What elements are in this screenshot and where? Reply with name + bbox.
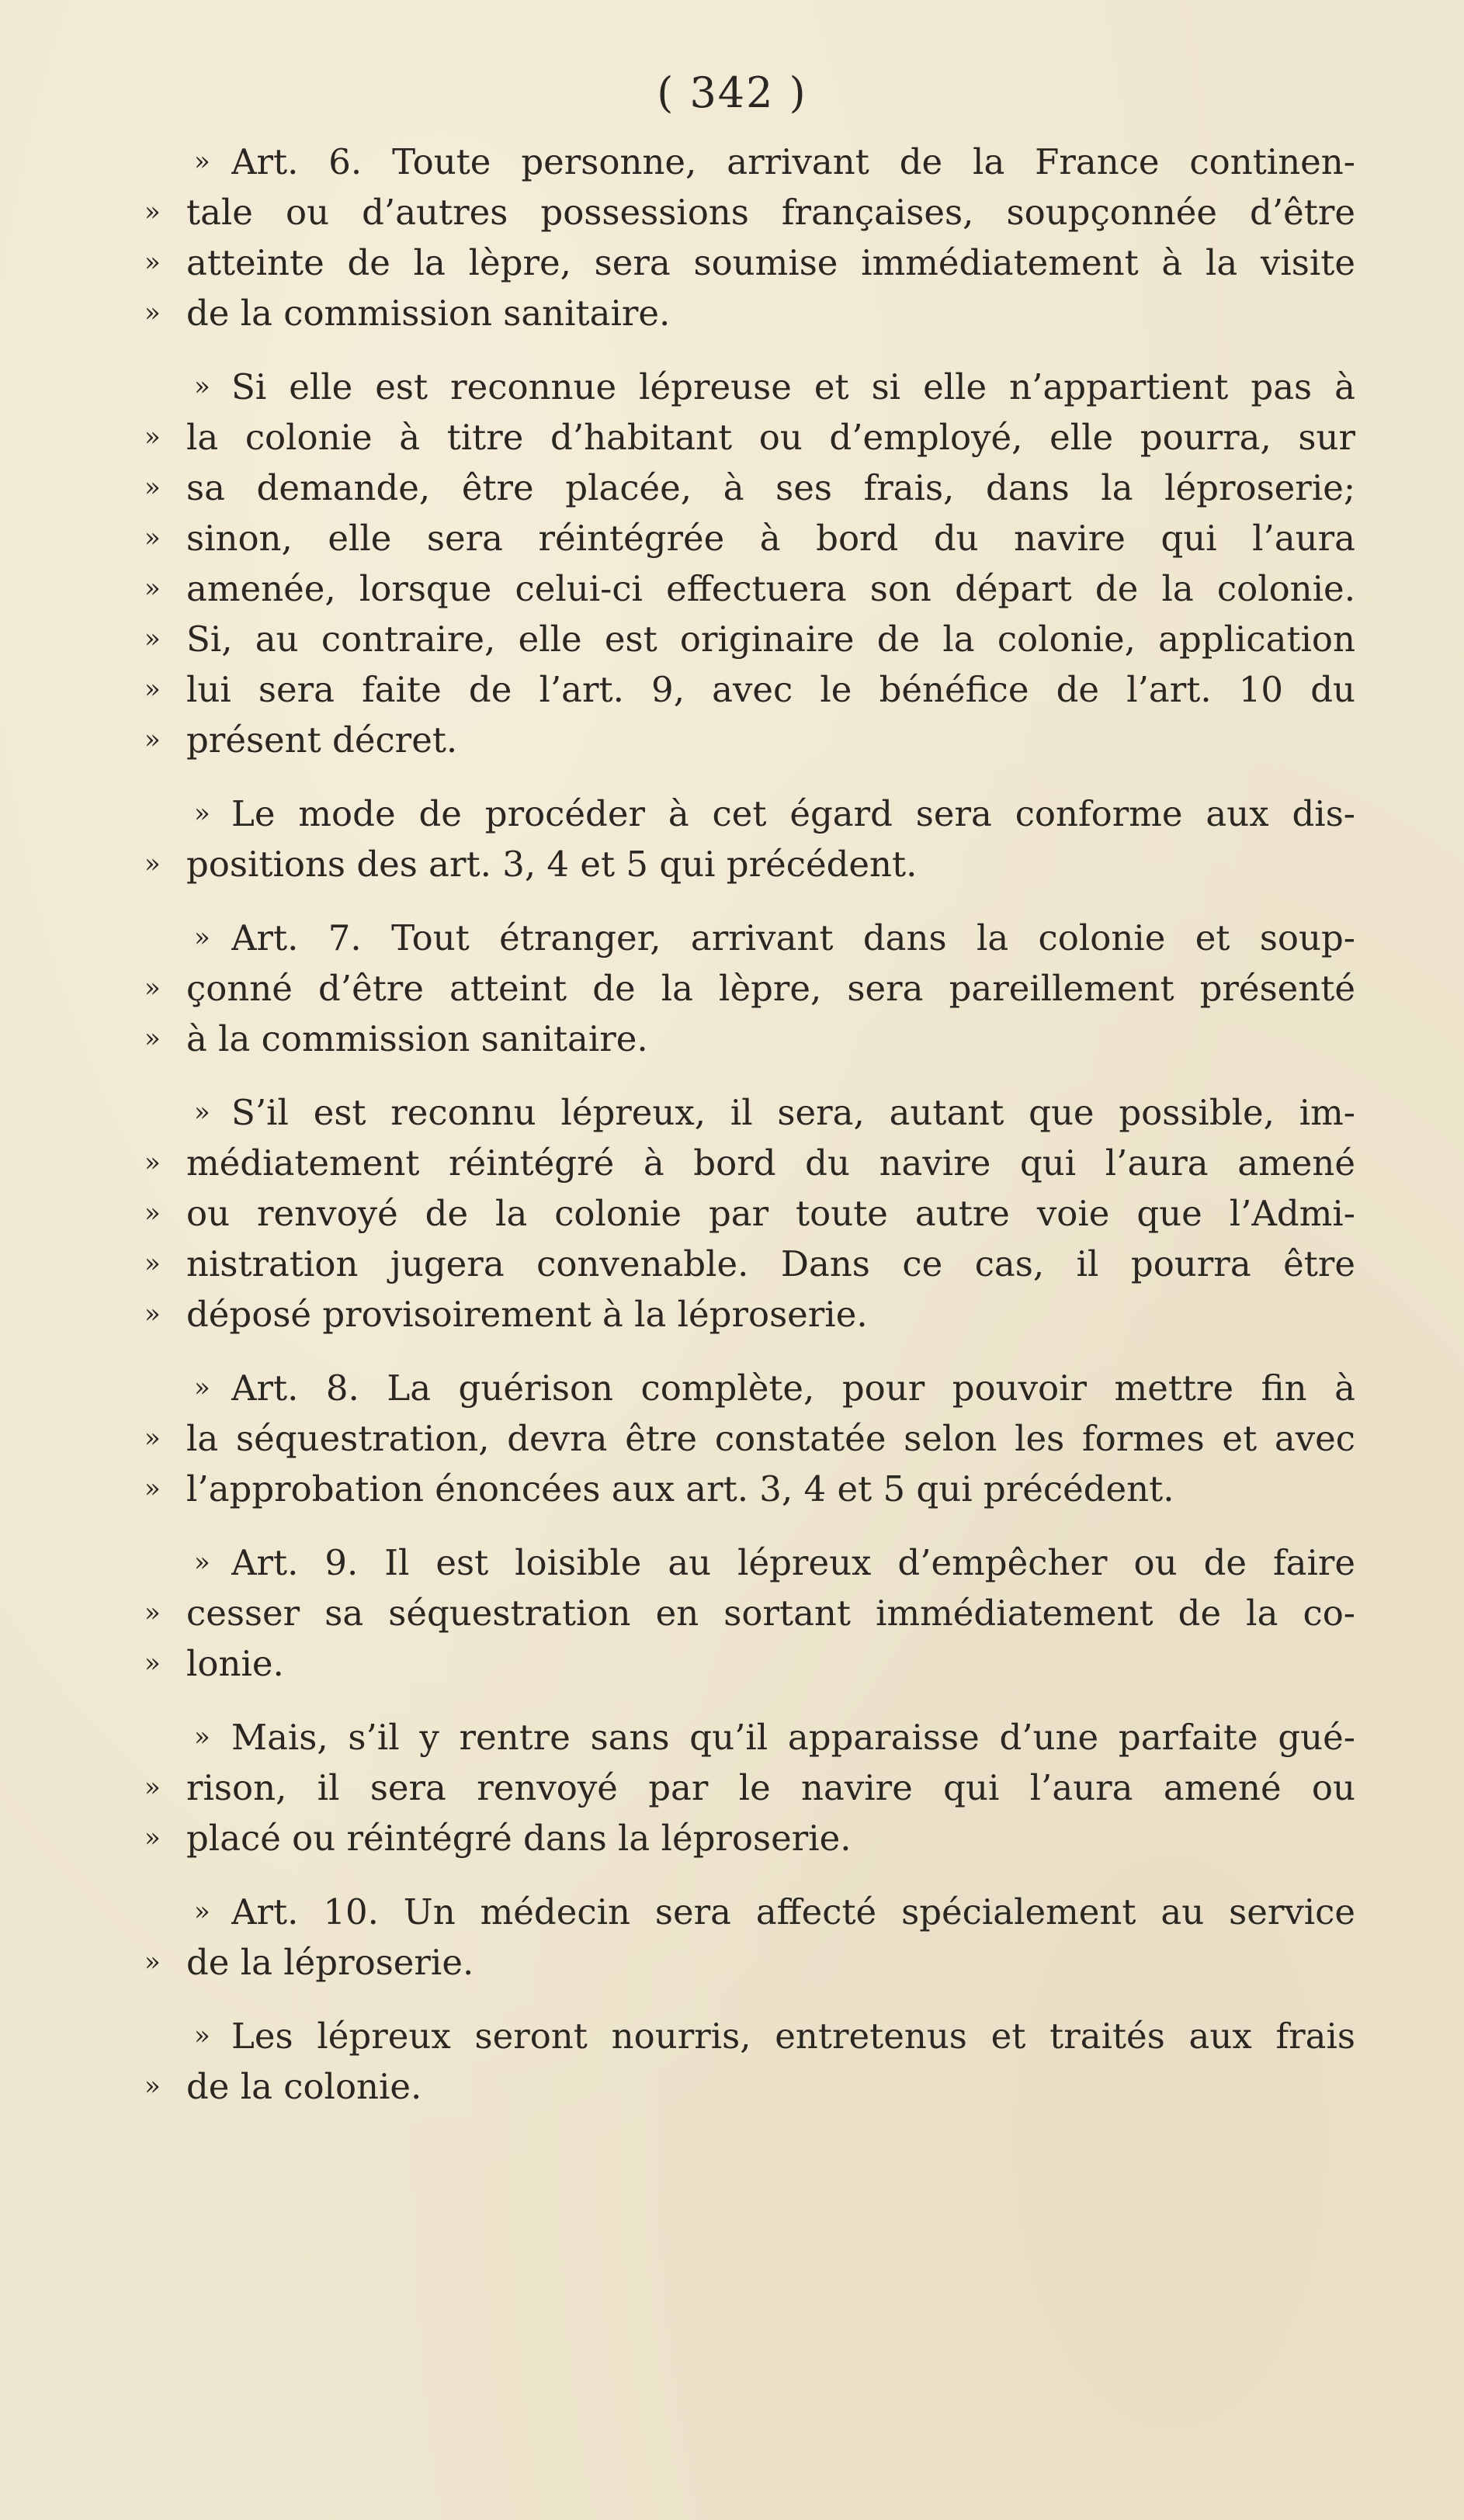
text-line <box>144 1413 1355 1464</box>
guillemet-mark: » <box>144 674 161 705</box>
text-line <box>144 1087 1355 1138</box>
guillemet-mark: » <box>144 1023 161 1054</box>
line-text: Si elle est reconnue lépreuse et si elle n’appartient pas à <box>231 366 1355 407</box>
paragraph <box>144 1087 1355 1340</box>
paragraph <box>144 1887 1355 1988</box>
text-line <box>144 715 1355 765</box>
line-text: Art. 7. Tout étranger, arrivant dans la colonie et soup- <box>231 917 1355 958</box>
line-text: positions des art. 3, 4 et 5 qui précédent. <box>186 844 918 885</box>
guillemet-mark: » <box>144 573 161 604</box>
text-line <box>144 1188 1355 1239</box>
line-text: de la colonie. <box>186 2066 422 2107</box>
line-text: la séquestration, devra être constatée selon les formes et avec <box>186 1418 1355 1459</box>
guillemet-mark: » <box>144 848 161 879</box>
text-line <box>144 412 1355 463</box>
guillemet-mark: » <box>194 1097 210 1128</box>
line-text: la colonie à titre d’habitant ou d’employé, elle pourra, sur <box>186 417 1355 458</box>
text-line <box>144 362 1355 412</box>
line-text: placé ou réintégré dans la léproserie. <box>186 1818 852 1859</box>
line-text: de la léproserie. <box>186 1942 474 1983</box>
line-text: S’il est reconnu lépreux, il sera, autant que possible, im- <box>231 1092 1355 1133</box>
decree-text-body <box>144 137 1355 2135</box>
text-line <box>144 2061 1355 2112</box>
paragraph <box>144 913 1355 1064</box>
text-line <box>144 288 1355 338</box>
guillemet-mark: » <box>144 1822 161 1853</box>
text-line <box>144 137 1355 187</box>
line-text: sinon, elle sera réintégrée à bord du navire qui l’aura <box>186 518 1355 559</box>
text-line <box>144 1937 1355 1988</box>
paragraph <box>144 2011 1355 2112</box>
paragraph <box>144 1363 1355 1514</box>
line-text: déposé provisoirement à la léproserie. <box>186 1294 868 1335</box>
text-line <box>144 1138 1355 1188</box>
line-text: lonie. <box>186 1643 284 1684</box>
guillemet-mark: » <box>194 922 210 953</box>
guillemet-mark: » <box>144 1772 161 1803</box>
guillemet-mark: » <box>144 1946 161 1978</box>
line-text: médiatement réintégré à bord du navire qui l’aura amené <box>186 1142 1355 1184</box>
text-line <box>144 2011 1355 2061</box>
line-text: Le mode de procéder à cet égard sera conforme aux dis- <box>231 793 1355 834</box>
text-line <box>144 1363 1355 1413</box>
line-text: sa demande, être placée, à ses frais, dans la léproserie; <box>186 467 1355 508</box>
text-line <box>144 513 1355 563</box>
text-line <box>144 1014 1355 1064</box>
guillemet-mark: » <box>144 421 161 452</box>
line-text: rison, il sera renvoyé par le navire qui l’aura amené ou <box>186 1767 1355 1808</box>
line-text: à la commission sanitaire. <box>186 1018 648 1059</box>
text-line <box>144 1887 1355 1937</box>
guillemet-mark: » <box>144 522 161 553</box>
text-line <box>144 664 1355 715</box>
text-line <box>144 1537 1355 1588</box>
text-line <box>144 237 1355 288</box>
text-line <box>144 1464 1355 1514</box>
line-text: atteinte de la lèpre, sera soumise immédiatement à la visite <box>186 242 1355 283</box>
guillemet-mark: » <box>144 972 161 1003</box>
line-text: Les lépreux seront nourris, entretenus et traités aux frais <box>231 2016 1355 2057</box>
guillemet-mark: » <box>194 1721 210 1752</box>
line-text: présent décret. <box>186 719 458 761</box>
text-line <box>144 839 1355 889</box>
line-text: de la commission sanitaire. <box>186 293 671 334</box>
line-text: Si, au contraire, elle est originaire de la colonie, application <box>186 619 1355 660</box>
guillemet-mark: » <box>144 1473 161 1504</box>
line-text: lui sera faite de l’art. 9, avec le bénéfice de l’art. 10 du <box>186 669 1355 710</box>
line-text: cesser sa séquestration en sortant immédiatement de la co- <box>186 1593 1355 1634</box>
guillemet-mark: » <box>144 1423 161 1454</box>
line-text: çonné d’être atteint de la lèpre, sera pareillement présenté <box>186 968 1355 1009</box>
guillemet-mark: » <box>194 371 210 402</box>
guillemet-mark: » <box>144 1248 161 1279</box>
line-text: tale ou d’autres possessions françaises, soupçonnée d’être <box>186 192 1355 233</box>
line-text: amenée, lorsque celui-ci effectuera son départ de la colonie. <box>186 568 1355 609</box>
text-line <box>144 1588 1355 1638</box>
text-line <box>144 963 1355 1014</box>
text-line <box>144 1712 1355 1763</box>
line-text: Art. 10. Un médecin sera affecté spécialement au service <box>231 1891 1355 1932</box>
paragraph <box>144 362 1355 765</box>
line-text: ou renvoyé de la colonie par toute autre voie que l’Admi- <box>186 1193 1355 1234</box>
text-line <box>144 1763 1355 1813</box>
guillemet-mark: » <box>144 623 161 654</box>
line-text: Mais, s’il y rentre sans qu’il apparaisse d’une parfaite gué- <box>231 1717 1355 1758</box>
guillemet-mark: » <box>144 1198 161 1229</box>
paragraph <box>144 789 1355 889</box>
paragraph <box>144 137 1355 338</box>
guillemet-mark: » <box>144 297 161 328</box>
line-text: nistration jugera convenable. Dans ce cas, il pourra être <box>186 1243 1355 1284</box>
guillemet-mark: » <box>144 472 161 503</box>
paragraph <box>144 1537 1355 1689</box>
guillemet-mark: » <box>194 1896 210 1927</box>
guillemet-mark: » <box>144 724 161 755</box>
guillemet-mark: » <box>194 798 210 829</box>
text-line <box>144 463 1355 513</box>
guillemet-mark: » <box>194 2020 210 2051</box>
guillemet-mark: » <box>144 1597 161 1628</box>
text-line <box>144 563 1355 614</box>
line-text: l’approbation énoncées aux art. 3, 4 et 5 qui précédent. <box>186 1468 1174 1510</box>
guillemet-mark: » <box>144 247 161 278</box>
text-line <box>144 1813 1355 1863</box>
text-line <box>144 1289 1355 1340</box>
text-line <box>144 1638 1355 1689</box>
line-text: Art. 8. La guérison complète, pour pouvoir mettre fin à <box>231 1367 1355 1409</box>
line-text: Art. 6. Toute personne, arrivant de la France continen- <box>231 141 1355 182</box>
guillemet-mark: » <box>144 1298 161 1329</box>
guillemet-mark: » <box>194 146 210 177</box>
guillemet-mark: » <box>144 1147 161 1178</box>
line-text: Art. 9. Il est loisible au lépreux d’empêcher ou de faire <box>231 1542 1355 1583</box>
page-number: ( 342 ) <box>657 68 807 117</box>
paragraph <box>144 1712 1355 1863</box>
guillemet-mark: » <box>144 1648 161 1679</box>
text-line <box>144 1239 1355 1289</box>
guillemet-mark: » <box>194 1547 210 1578</box>
text-line <box>144 789 1355 839</box>
text-line <box>144 187 1355 237</box>
guillemet-mark: » <box>194 1372 210 1403</box>
text-line <box>144 614 1355 664</box>
guillemet-mark: » <box>144 196 161 227</box>
text-line <box>144 913 1355 963</box>
guillemet-mark: » <box>144 2071 161 2102</box>
